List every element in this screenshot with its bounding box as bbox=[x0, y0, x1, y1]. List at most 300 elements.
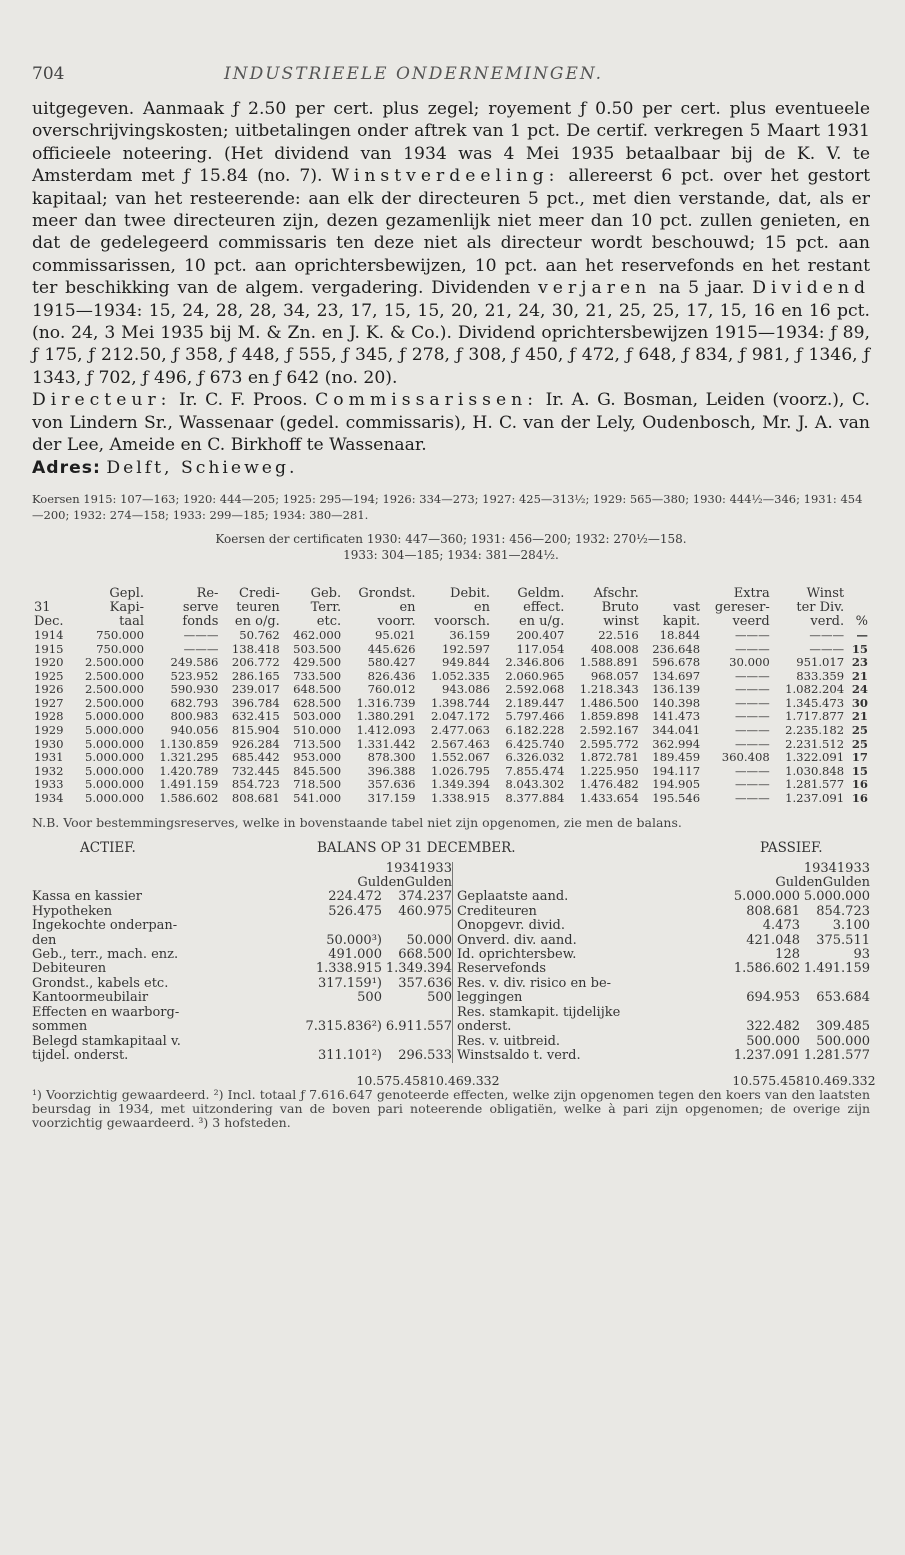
actief-label: Geb., terr., mach. enz. bbox=[32, 948, 179, 963]
column-header: Debit. bbox=[450, 585, 490, 601]
actief-label: Hypotheken bbox=[32, 904, 113, 919]
passief-label: Id. oprichtersbew. bbox=[456, 948, 577, 963]
table-cell: 5.000.000 bbox=[85, 736, 145, 751]
table-cell: 1927 bbox=[34, 695, 64, 710]
table-cell: ——— bbox=[183, 627, 219, 642]
table-cell: ——— bbox=[809, 641, 845, 656]
table-cell: 750.000 bbox=[96, 627, 145, 642]
nb-note: N.B. Voor bestemmingsreserves, welke in bovenstaande tabel niet zijn opgenomen, zie men de balans. bbox=[32, 814, 682, 830]
actief-value: 50.000³) bbox=[326, 932, 382, 948]
table-cell: 1.552.067 bbox=[430, 750, 490, 765]
actief-value bbox=[382, 919, 452, 933]
actief-label: Kantoormeubilair bbox=[32, 991, 149, 1006]
table-cell: ——— bbox=[734, 763, 770, 778]
table-cell: 50.762 bbox=[239, 627, 280, 642]
table-cell: 800.983 bbox=[170, 709, 219, 724]
table-cell: 750.000 bbox=[96, 641, 145, 656]
passief-row bbox=[457, 890, 870, 904]
passief-value: 694.953 bbox=[746, 990, 800, 1006]
total-passief-1933: 10.469.332 bbox=[804, 1073, 876, 1089]
table-cell: 6.425.740 bbox=[505, 736, 565, 751]
table-cell: 7.855.474 bbox=[505, 763, 565, 778]
actief-label: tijdel. onderst. bbox=[32, 1048, 129, 1063]
actief-value: 311.101²) bbox=[317, 1047, 382, 1063]
table-row bbox=[32, 778, 870, 792]
table-cell: 95.021 bbox=[374, 627, 416, 642]
passief-label: Res. v. div. risico en be- bbox=[456, 976, 612, 991]
actief-value bbox=[304, 1006, 382, 1020]
passief-rows bbox=[457, 890, 870, 1063]
body-text bbox=[32, 98, 870, 479]
table-cell: 1.717.877 bbox=[785, 709, 845, 724]
passief-label: Crediteuren bbox=[456, 904, 537, 919]
passief-currency-1933: Gulden bbox=[822, 875, 870, 891]
table-cell: 949.844 bbox=[442, 655, 490, 670]
table-cell: 1931 bbox=[34, 750, 64, 765]
table-cell: 136.139 bbox=[652, 682, 701, 697]
table-cell: 1.588.891 bbox=[579, 655, 639, 670]
table-cell: ——— bbox=[734, 668, 770, 683]
paragraph-address bbox=[32, 457, 870, 479]
table-cell: 1926 bbox=[34, 682, 64, 697]
column-header: % bbox=[855, 613, 868, 629]
table-cell: 968.057 bbox=[590, 668, 639, 683]
table-cell: 854.723 bbox=[231, 777, 280, 792]
table-cell: 16 bbox=[851, 791, 868, 806]
text-adres: Delft, Schieweg. bbox=[106, 457, 298, 478]
table-cell: 1.586.602 bbox=[159, 791, 219, 806]
label-dividend: Dividend bbox=[752, 278, 870, 299]
passief-label: Onopgevr. divid. bbox=[456, 919, 566, 934]
table-header-row bbox=[32, 587, 870, 601]
passief-value: 421.048 bbox=[746, 932, 800, 948]
table-cell: 200.407 bbox=[516, 627, 565, 642]
table-cell: 8.377.884 bbox=[505, 791, 565, 806]
table-cell: 2.346.806 bbox=[505, 655, 565, 670]
actief-row bbox=[32, 948, 452, 962]
table-row bbox=[32, 765, 870, 779]
table-cell: 396.388 bbox=[367, 763, 416, 778]
table-cell: 21 bbox=[851, 668, 868, 683]
text-directeur: Ir. C. F. Proos. bbox=[178, 390, 308, 411]
label-adres: Adres: bbox=[32, 457, 101, 478]
table-cell: 15 bbox=[851, 763, 868, 778]
table-cell: 1.130.859 bbox=[159, 736, 219, 751]
table-cell: 2.500.000 bbox=[85, 668, 145, 683]
table-cell: ——— bbox=[734, 627, 770, 642]
column-header: Afschr. bbox=[593, 585, 639, 601]
table-cell: 523.952 bbox=[170, 668, 219, 683]
passief-value bbox=[800, 1006, 870, 1020]
table-cell: 1933 bbox=[34, 777, 64, 792]
passief-row bbox=[457, 905, 870, 919]
column-header: Re- bbox=[196, 585, 219, 601]
actief-value: 317.159¹) bbox=[317, 975, 382, 991]
page bbox=[32, 54, 876, 1131]
passief-value: 1.586.602 bbox=[733, 961, 800, 977]
passief-value bbox=[722, 1006, 800, 1020]
column-header: 31 bbox=[34, 599, 51, 615]
table-cell: 117.054 bbox=[516, 641, 565, 656]
column-header: voorr. bbox=[377, 613, 416, 629]
passief-value: 500.000 bbox=[746, 1033, 800, 1049]
table-cell: 236.648 bbox=[652, 641, 701, 656]
table-cell: 760.012 bbox=[367, 682, 416, 697]
table-cell: 5.000.000 bbox=[85, 791, 145, 806]
passief-row bbox=[457, 977, 870, 991]
table-cell: 1.338.915 bbox=[430, 791, 490, 806]
table-row bbox=[32, 751, 870, 765]
table-cell: 1.030.848 bbox=[785, 763, 845, 778]
actief-label: Belegd stamkapitaal v. bbox=[32, 1034, 181, 1049]
passief-label: Winstsaldo t. verd. bbox=[456, 1048, 581, 1063]
column-header: taal bbox=[119, 613, 145, 629]
actief-row bbox=[32, 905, 452, 919]
passief-label: Onverd. div. aand. bbox=[456, 933, 577, 948]
actief-label: sommen bbox=[32, 1020, 88, 1035]
passief-years bbox=[457, 862, 870, 876]
passief-label: leggingen bbox=[456, 991, 523, 1006]
passief-value: 1.491.159 bbox=[803, 961, 870, 977]
actief-value: 1.349.394 bbox=[385, 961, 452, 977]
column-header: effect. bbox=[523, 599, 565, 615]
koersen-cert-line2: 1933: 304—185; 1934: 381—284½. bbox=[343, 547, 559, 562]
column-header: en bbox=[399, 599, 416, 615]
table-cell: 1932 bbox=[34, 763, 64, 778]
table-cell: 194.905 bbox=[652, 777, 701, 792]
table-cell: 239.017 bbox=[231, 682, 280, 697]
table-cell: 17 bbox=[851, 750, 868, 765]
table-cell: 2.592.167 bbox=[579, 723, 639, 738]
actief-row bbox=[32, 1006, 452, 1020]
column-header: Geldm. bbox=[517, 585, 565, 601]
page-number: 704 bbox=[32, 64, 65, 84]
table-cell: 30 bbox=[851, 695, 868, 710]
text-commissarissen: Ir. A. G. Bosman, Leiden (voorz.), C. von Lindern Sr., Wassenaar (gedel. commissaris), H. C. van der Lely, Oudenbosch, Mr. J. A. van der Lee, Ameide en C. Birkhoff te Wassenaar. bbox=[32, 390, 870, 456]
table-cell: 1.082.204 bbox=[785, 682, 845, 697]
table-cell: 462.000 bbox=[293, 627, 342, 642]
table-row bbox=[32, 670, 870, 684]
balans bbox=[32, 862, 870, 1064]
column-header: voorsch. bbox=[434, 613, 490, 629]
actief-row bbox=[32, 1035, 452, 1049]
table-cell: 408.008 bbox=[590, 641, 639, 656]
column-header: en u/g. bbox=[518, 613, 565, 629]
column-header: veerd bbox=[732, 613, 770, 629]
label-commissarissen: Commissarissen: bbox=[315, 390, 539, 411]
table-cell: ——— bbox=[734, 641, 770, 656]
column-header: en o/g. bbox=[234, 613, 280, 629]
passief-value: 5.000.000 bbox=[803, 889, 870, 905]
column-header bbox=[32, 587, 72, 601]
table-cell: 23 bbox=[851, 655, 868, 670]
actief-value bbox=[304, 919, 382, 933]
column-header bbox=[641, 587, 702, 601]
table-cell: 429.500 bbox=[293, 655, 342, 670]
actief-currency-1933: Gulden bbox=[404, 875, 452, 891]
total-passief-1934: 10.575.458 bbox=[732, 1073, 804, 1089]
column-header: Extra bbox=[733, 585, 770, 601]
table-cell: 6.326.032 bbox=[505, 750, 565, 765]
column-header: Bruto bbox=[601, 599, 639, 615]
column-header: vast bbox=[673, 599, 701, 615]
table-row bbox=[32, 710, 870, 724]
passief-year-1934: 1934 bbox=[803, 860, 837, 876]
total-actief-1933: 10.469.332 bbox=[428, 1073, 500, 1089]
table-cell: 503.500 bbox=[293, 641, 342, 656]
koersen-text: Koersen 1915: 107—163; 1920: 444—205; 1925: 295—194; 1926: 334—273; 1927: 425—313½; 1929: 565—380; 1930: 444½—346; 1931: 454—200; 1932: 274—158; 1933: 299—185; 1934: 380—281. bbox=[32, 491, 863, 522]
table-cell: 1.420.789 bbox=[159, 763, 219, 778]
actief-rows bbox=[32, 890, 452, 1063]
table-cell: 1.026.795 bbox=[430, 763, 490, 778]
table-cell: 317.159 bbox=[367, 791, 416, 806]
table-cell: 2.231.512 bbox=[785, 736, 845, 751]
table-cell: 503.000 bbox=[293, 709, 342, 724]
actief-year-1934: 1934 bbox=[385, 860, 419, 876]
passief-row bbox=[457, 1035, 870, 1049]
table-cell: 1.237.091 bbox=[785, 791, 845, 806]
table-cell: 362.994 bbox=[652, 736, 701, 751]
actief-currency-1934: Gulden bbox=[357, 875, 405, 891]
table-cell: 8.043.302 bbox=[505, 777, 565, 792]
actief-value: 668.500 bbox=[398, 947, 452, 963]
table-cell: 134.697 bbox=[652, 668, 701, 683]
table-row bbox=[32, 643, 870, 657]
table-cell: 1934 bbox=[34, 791, 64, 806]
table-cell: ——— bbox=[734, 791, 770, 806]
balans-actief bbox=[32, 862, 453, 1064]
balans-passief bbox=[453, 862, 870, 1064]
table-row bbox=[32, 738, 870, 752]
table-cell: 1929 bbox=[34, 723, 64, 738]
actief-years bbox=[32, 862, 452, 876]
text-winstverdeeling: allereerst 6 pct. over het gestort kapitaal; van het resteerende: aan elk der directeuren 5 pct., met dien verstande, dat, als er meer dan twee directeuren zijn, dezen gezamenlijk niet meer dan 10 pct. zullen genieten, en dat de gedelegeerd commissaris ten deze niet als directeur wordt beschouwd; 15 pct. aan commissarissen, 10 pct. aan oprichtersbewijzen, 10 pct. aan het reservefonds en het restant ter beschikking van de algem. vergadering. Dividenden bbox=[32, 166, 871, 299]
label-winstverdeeling: Winstverdeeling: bbox=[331, 166, 560, 187]
column-header: Credi- bbox=[239, 585, 280, 601]
table-cell: 833.359 bbox=[796, 668, 845, 683]
actief-value: 460.975 bbox=[398, 903, 452, 919]
actief-value: 357.636 bbox=[398, 975, 452, 991]
passief-label: onderst. bbox=[456, 1020, 512, 1035]
running-title: INDUSTRIEELE ONDERNEMINGEN. bbox=[224, 64, 604, 84]
column-header: Geb. bbox=[310, 585, 342, 601]
actief-row bbox=[32, 1049, 452, 1063]
table-cell: 5.000.000 bbox=[85, 723, 145, 738]
table-cell: 2.477.063 bbox=[430, 723, 490, 738]
passief-value: 500.000 bbox=[816, 1033, 870, 1049]
column-header: teuren bbox=[236, 599, 280, 615]
table-cell: 2.047.172 bbox=[430, 709, 490, 724]
table-cell: 580.427 bbox=[367, 655, 416, 670]
table-cell: 357.636 bbox=[367, 777, 416, 792]
table-row bbox=[32, 697, 870, 711]
table-cell: 1.349.394 bbox=[430, 777, 490, 792]
table-cell: ——— bbox=[734, 736, 770, 751]
column-header: Terr. bbox=[310, 599, 342, 615]
column-header: en bbox=[473, 599, 490, 615]
table-row bbox=[32, 656, 870, 670]
table-cell: 733.500 bbox=[293, 668, 342, 683]
table-cell: 2.060.965 bbox=[505, 668, 565, 683]
column-header: Gepl. bbox=[109, 585, 145, 601]
actief-label: Effecten en waarborg- bbox=[32, 1005, 180, 1020]
actief-value: 6.911.557 bbox=[385, 1019, 452, 1035]
table-cell: 1.322.091 bbox=[785, 750, 845, 765]
actief-row bbox=[32, 991, 452, 1005]
table-cell: 732.445 bbox=[231, 763, 280, 778]
table-cell: 1.486.500 bbox=[579, 695, 639, 710]
table-cell: 206.772 bbox=[231, 655, 280, 670]
table-cell: 2.235.182 bbox=[785, 723, 845, 738]
table-cell: 36.159 bbox=[449, 627, 490, 642]
table-cell: ——— bbox=[734, 723, 770, 738]
total-actief-1934: 10.575.458 bbox=[356, 1073, 428, 1089]
passief-label: Res. stamkapit. tijdelijke bbox=[456, 1005, 621, 1020]
page-header bbox=[32, 54, 870, 90]
passief-value: 1.281.577 bbox=[803, 1047, 870, 1063]
table-cell: 22.516 bbox=[598, 627, 639, 642]
text-dividend-history: 1915—1934: 15, 24, 28, 28, 34, 23, 17, 15, 15, 20, 21, 24, 30, 21, 25, 25, 17, 15, 16 en 16 pct. (no. 24, 3 Mei 1935 bij M. & Zn. en J. K. & Co.). Dividend oprichtersbewijzen 1915—1934: ƒ 89, ƒ 175, ƒ 212.50, ƒ 358, ƒ 448, ƒ 555, ƒ 345, ƒ 278, ƒ 308, ƒ 450, ƒ 472, ƒ 648, ƒ 834, ƒ 981, ƒ 1346, ƒ 1343, ƒ 702, ƒ 496, ƒ 673 en ƒ 642 (no. 20). bbox=[32, 300, 870, 388]
table-cell: 1920 bbox=[34, 655, 64, 670]
passief-value bbox=[800, 977, 870, 991]
table-cell: 628.500 bbox=[293, 695, 342, 710]
passief-value: 4.473 bbox=[762, 918, 800, 934]
koersen-certificaten bbox=[32, 531, 870, 563]
table-cell: 286.165 bbox=[231, 668, 280, 683]
column-header: verd. bbox=[810, 613, 845, 629]
table-cell: 445.626 bbox=[367, 641, 416, 656]
table-cell: 5.000.000 bbox=[85, 750, 145, 765]
table-cell: 2.592.068 bbox=[505, 682, 565, 697]
table-cell: 682.793 bbox=[170, 695, 219, 710]
table-cell: ——— bbox=[734, 682, 770, 697]
table-row bbox=[32, 724, 870, 738]
table-cell: 590.930 bbox=[170, 682, 219, 697]
table-row bbox=[32, 792, 870, 806]
table-cell: 596.678 bbox=[652, 655, 701, 670]
table-cell: 192.597 bbox=[442, 641, 490, 656]
passief-row bbox=[457, 1020, 870, 1034]
column-header: Dec. bbox=[34, 613, 64, 629]
actief-value: 500 bbox=[427, 990, 452, 1006]
table-cell: 360.408 bbox=[721, 750, 770, 765]
actief-value: 1.338.915 bbox=[315, 961, 382, 977]
table-cell: 2.500.000 bbox=[85, 695, 145, 710]
table-row bbox=[32, 683, 870, 697]
text-verjaren: na 5 jaar. bbox=[659, 278, 745, 299]
actief-value: 526.475 bbox=[328, 903, 382, 919]
table-cell: 5.797.466 bbox=[505, 709, 565, 724]
footnotes: ¹) Voorzichtig gewaardeerd. ²) Incl. totaal ƒ 7.616.647 genoteerde effecten, welke zijn opgenomen tegen den koers van den laatsten beursdag in 1934, met uitzondering van de boven pari noteerende obligatiën, welke à pari zijn opgenomen; de overige zijn voorzichtig gewaardeerd. ³) 3 hofsteden. bbox=[32, 1087, 870, 1131]
table-cell: 1.491.159 bbox=[159, 777, 219, 792]
table-cell: 16 bbox=[851, 777, 868, 792]
passief-currency bbox=[457, 876, 870, 890]
table-cell: 1.398.744 bbox=[430, 695, 490, 710]
passief-row bbox=[457, 1006, 870, 1020]
paragraph-directors bbox=[32, 389, 870, 456]
table-cell: 1914 bbox=[34, 627, 64, 642]
table-cell: 718.500 bbox=[293, 777, 342, 792]
table-cell: 1.225.950 bbox=[579, 763, 639, 778]
actief-value bbox=[382, 1035, 452, 1049]
passief-value: 808.681 bbox=[746, 903, 800, 919]
actief-value: 50.000 bbox=[406, 932, 452, 948]
table-row bbox=[32, 629, 870, 643]
passief-row bbox=[457, 934, 870, 948]
table-header-row bbox=[32, 601, 870, 615]
actief-value: 500 bbox=[357, 990, 382, 1006]
table-cell: 30.000 bbox=[729, 655, 770, 670]
actief-year-1933: 1933 bbox=[418, 860, 452, 876]
table-cell: 194.117 bbox=[652, 763, 701, 778]
table-cell: 943.086 bbox=[442, 682, 490, 697]
actief-label: Ingekochte onderpan- bbox=[32, 919, 178, 934]
table-cell: 249.586 bbox=[170, 655, 219, 670]
label-directeur: Directeur: bbox=[32, 390, 172, 411]
passief-label: Reservefonds bbox=[456, 962, 547, 977]
column-header bbox=[846, 601, 870, 615]
table-cell: 845.500 bbox=[293, 763, 342, 778]
table-cell: 24 bbox=[851, 682, 868, 697]
table-cell: 953.000 bbox=[293, 750, 342, 765]
table-cell: 2.567.463 bbox=[430, 736, 490, 751]
table-cell: 510.000 bbox=[293, 723, 342, 738]
actief-row bbox=[32, 1020, 452, 1034]
table-cell: 5.000.000 bbox=[85, 763, 145, 778]
table-cell: 344.041 bbox=[652, 723, 701, 738]
balans-totals bbox=[32, 1073, 876, 1089]
column-header: fonds bbox=[182, 613, 219, 629]
table-cell: 141.473 bbox=[652, 709, 701, 724]
table-cell: ——— bbox=[734, 777, 770, 792]
actief-label: Grondst., kabels etc. bbox=[32, 976, 169, 991]
table-cell: ——— bbox=[734, 709, 770, 724]
table-cell: 826.436 bbox=[367, 668, 416, 683]
table-cell: 878.300 bbox=[367, 750, 416, 765]
table-cell: 1.476.482 bbox=[579, 777, 639, 792]
table-cell: 1.433.654 bbox=[579, 791, 639, 806]
passief-value: 653.684 bbox=[816, 990, 870, 1006]
column-header: winst bbox=[603, 613, 639, 629]
table-cell: 21 bbox=[851, 709, 868, 724]
table-cell: 685.442 bbox=[231, 750, 280, 765]
passief-label: PASSIEF. bbox=[760, 839, 823, 856]
table-cell: 138.418 bbox=[231, 641, 280, 656]
table-cell: 1.872.781 bbox=[579, 750, 639, 765]
table-cell: 25 bbox=[851, 723, 868, 738]
passief-value: 3.100 bbox=[832, 918, 870, 934]
table-cell: 632.415 bbox=[231, 709, 280, 724]
actief-label: Kassa en kassier bbox=[32, 890, 142, 905]
table-cell: ——— bbox=[183, 641, 219, 656]
passief-value bbox=[722, 977, 800, 991]
column-header: Winst bbox=[806, 585, 845, 601]
table-cell: 1.345.473 bbox=[785, 695, 845, 710]
table-cell: 1928 bbox=[34, 709, 64, 724]
passief-row bbox=[457, 991, 870, 1005]
table-cell: 951.017 bbox=[796, 655, 845, 670]
passief-label: Res. v. uitbreid. bbox=[456, 1034, 561, 1049]
table-cell: 140.398 bbox=[652, 695, 701, 710]
column-header: Kapi- bbox=[109, 599, 145, 615]
passief-value: 1.237.091 bbox=[733, 1047, 800, 1063]
table-cell: 1.380.291 bbox=[356, 709, 416, 724]
table-cell: 1925 bbox=[34, 668, 64, 683]
table-cell: 2.500.000 bbox=[85, 655, 145, 670]
passief-value: 309.485 bbox=[816, 1019, 870, 1035]
table-cell: 1915 bbox=[34, 641, 64, 656]
table-cell: 1.321.295 bbox=[159, 750, 219, 765]
